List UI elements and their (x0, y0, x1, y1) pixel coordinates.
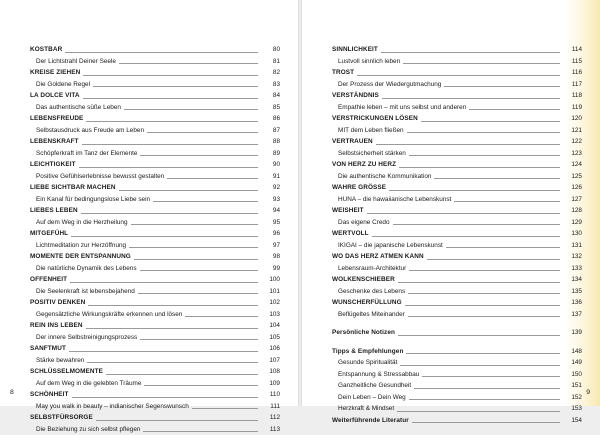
toc-entry-title: Selbstausdruck aus Freude am Leben (30, 125, 144, 137)
toc-entry-title: VERSTRICKUNGEN LÖSEN (332, 113, 418, 125)
toc-leader-line (72, 397, 258, 398)
toc-entry-page-number: 127 (566, 194, 582, 206)
toc-entry-heading (332, 415, 582, 427)
toc-leader-line (381, 52, 560, 53)
toc-leader-line (357, 75, 560, 76)
toc-spacer (332, 320, 582, 327)
toc-entry-title: Lebensraum-Architektur (332, 263, 406, 275)
toc-entry-subtitle (30, 424, 280, 435)
toc-entry-subtitle (30, 378, 280, 390)
toc-entry-page-number: 89 (264, 148, 280, 160)
toc-entry-heading (30, 389, 280, 401)
toc-leader-line (372, 236, 560, 237)
toc-entry-heading (30, 182, 280, 194)
toc-entry-subtitle (30, 332, 280, 344)
toc-entry-title: WERTVOLL (332, 228, 369, 240)
toc-entry-heading (30, 44, 280, 56)
toc-entry-subtitle (30, 171, 280, 183)
toc-entry-page-number: 100 (264, 274, 280, 286)
toc-entry-subtitle (332, 392, 582, 404)
toc-leader-line (167, 178, 258, 179)
left-page-number: 8 (10, 389, 14, 396)
toc-entry-title: Der innere Selbstreinigungsprozess (30, 332, 137, 344)
toc-entry-subtitle (332, 194, 582, 206)
toc-entry-heading (30, 90, 280, 102)
toc-leader-line (422, 376, 560, 377)
toc-entry-title: Die Seelenkraft ist lebensbejahend (30, 286, 135, 298)
toc-leader-line (393, 224, 560, 225)
toc-spacer (332, 339, 582, 346)
toc-entry-subtitle (332, 56, 582, 68)
toc-entry-heading (30, 67, 280, 79)
toc-entry-title: Herzkraft & Mindset (332, 403, 394, 415)
toc-entry-page-number: 82 (264, 67, 280, 79)
toc-entry-title: Die authentische Kommunikation (332, 171, 431, 183)
toc-entry-page-number: 150 (566, 369, 582, 381)
toc-entry-title: SINNLICHKEIT (332, 44, 378, 56)
toc-entry-page-number: 107 (264, 355, 280, 367)
toc-leader-line (70, 282, 258, 283)
toc-entry-heading (30, 320, 280, 332)
toc-entry-subtitle (30, 286, 280, 298)
toc-entry-page-number: 139 (566, 327, 582, 339)
toc-leader-line (408, 293, 560, 294)
toc-entry-heading (30, 251, 280, 263)
toc-entry-page-number: 130 (566, 228, 582, 240)
toc-entry-page-number: 136 (566, 297, 582, 309)
toc-leader-line (389, 190, 560, 191)
toc-entry-title: VON HERZ ZU HERZ (332, 159, 396, 171)
toc-entry-page-number: 108 (264, 366, 280, 378)
toc-entry-subtitle (332, 102, 582, 114)
toc-entry-page-number: 104 (264, 320, 280, 332)
toc-entry-heading (30, 159, 280, 171)
toc-entry-page-number: 81 (264, 56, 280, 68)
toc-entry-page-number: 116 (566, 67, 582, 79)
toc-entry-subtitle (332, 171, 582, 183)
toc-leader-line (140, 270, 258, 271)
toc-entry-title: Das eigene Credo (332, 217, 390, 229)
toc-entry-title: MIT dem Leben fließen (332, 125, 404, 137)
toc-entry-title: Gegensätzliche Wirkungskräfte erkennen und lösen (30, 309, 182, 321)
toc-entry-page-number: 149 (566, 357, 582, 369)
toc-entry-title: Der Lichtstrahl Deiner Seele (30, 56, 116, 68)
toc-leader-line (106, 374, 258, 375)
toc-entry-heading (30, 366, 280, 378)
toc-leader-line (434, 178, 560, 179)
toc-entry-title: Die natürliche Dynamik des Lebens (30, 263, 137, 275)
toc-entry-page-number: 126 (566, 182, 582, 194)
toc-entry-heading (30, 343, 280, 355)
toc-entry-subtitle (30, 263, 280, 275)
toc-leader-line (147, 132, 258, 133)
toc-entry-title: Weiterführende Literatur (332, 415, 409, 427)
toc-leader-line (153, 201, 258, 202)
toc-entry-subtitle (332, 148, 582, 160)
toc-entry-heading (30, 412, 280, 424)
toc-entry-title: LEICHTIGKEIT (30, 159, 76, 171)
toc-entry-heading (332, 44, 582, 56)
toc-entry-page-number: 86 (264, 113, 280, 125)
toc-entry-page-number: 123 (566, 148, 582, 160)
toc-entry-title: Lustvoll sinnlich leben (332, 56, 400, 68)
toc-leader-line (71, 236, 258, 237)
toc-entry-subtitle (332, 240, 582, 252)
toc-leader-line (367, 213, 560, 214)
toc-entry-subtitle (30, 355, 280, 367)
toc-entry-subtitle (30, 102, 280, 114)
toc-entry-title: WOLKENSCHIEBER (332, 274, 395, 286)
toc-entry-page-number: 106 (264, 343, 280, 355)
toc-entry-page-number: 152 (566, 392, 582, 404)
toc-entry-title: MITGEFÜHL (30, 228, 68, 240)
toc-entry-heading (30, 297, 280, 309)
toc-entry-heading (332, 346, 582, 358)
toc-entry-title: LIEBE SICHTBAR MACHEN (30, 182, 116, 194)
toc-entry-page-number: 99 (264, 263, 280, 275)
toc-entry-page-number: 110 (264, 389, 280, 401)
toc-entry-page-number: 87 (264, 125, 280, 137)
toc-leader-line (376, 144, 560, 145)
toc-entry-page-number: 119 (566, 102, 582, 114)
toc-entry-title: Selbstsicherheit stärken (332, 148, 406, 160)
toc-leader-line (409, 155, 560, 156)
toc-entry-subtitle (30, 79, 280, 91)
toc-leader-line (138, 293, 258, 294)
toc-entry-title: LIEBES LEBEN (30, 205, 78, 217)
toc-entry-page-number: 92 (264, 182, 280, 194)
toc-entry-heading (332, 228, 582, 240)
toc-leader-line (143, 431, 258, 432)
toc-leader-line (400, 365, 560, 366)
toc-leader-line (412, 422, 560, 423)
toc-leader-line (140, 155, 258, 156)
toc-entry-title: Ganzheitliche Gesundheit (332, 380, 411, 392)
toc-entry-title: REIN INS LEBEN (30, 320, 83, 332)
toc-entry-title: Positive Gefühlserlebnisse bewusst gestalten (30, 171, 164, 183)
toc-entry-heading (30, 205, 280, 217)
left-page (0, 0, 298, 406)
toc-entry-page-number: 122 (566, 136, 582, 148)
toc-entry-title: LEBENSFREUDE (30, 113, 83, 125)
toc-leader-line (403, 63, 560, 64)
toc-entry-title: WUNSCHERFÜLLUNG (332, 297, 402, 309)
toc-entry-subtitle (332, 286, 582, 298)
toc-entry-page-number: 85 (264, 102, 280, 114)
toc-entry-page-number: 94 (264, 205, 280, 217)
toc-entry-subtitle (30, 194, 280, 206)
toc-entry-subtitle (332, 369, 582, 381)
toc-entry-heading (30, 274, 280, 286)
toc-entry-title: Tipps & Empfehlungen (332, 346, 403, 358)
toc-entry-title: Auf dem Weg in die gelebten Träume (30, 378, 141, 390)
toc-entry-heading (332, 67, 582, 79)
toc-leader-line (124, 109, 258, 110)
toc-leader-line (427, 259, 560, 260)
toc-entry-page-number: 151 (566, 380, 582, 392)
toc-entry-page-number: 88 (264, 136, 280, 148)
toc-entry-subtitle (30, 148, 280, 160)
toc-entry-page-number: 111 (264, 401, 280, 413)
toc-entry-page-number: 133 (566, 263, 582, 275)
toc-entry-page-number: 109 (264, 378, 280, 390)
toc-entry-title: POSITIV DENKEN (30, 297, 85, 309)
toc-leader-line (421, 121, 560, 122)
toc-entry-title: Ein Kanal für bedingungslose Liebe sein (30, 194, 150, 206)
toc-entry-page-number: 118 (566, 90, 582, 102)
toc-entry-page-number: 103 (264, 309, 280, 321)
toc-entry-title: MOMENTE DER ENTSPANNUNG (30, 251, 131, 263)
toc-entry-page-number: 91 (264, 171, 280, 183)
toc-leader-line (185, 316, 258, 317)
toc-leader-line (93, 86, 258, 87)
toc-entry-title: Auf dem Weg in die Herzheilung (30, 217, 128, 229)
toc-leader-line (409, 399, 560, 400)
toc-entry-page-number: 105 (264, 332, 280, 344)
toc-entry-page-number: 115 (566, 56, 582, 68)
toc-leader-line (86, 121, 258, 122)
toc-leader-line (119, 63, 258, 64)
toc-leader-line (406, 353, 560, 354)
toc-entry-page-number: 134 (566, 274, 582, 286)
toc-leader-line (397, 411, 560, 412)
toc-entry-title: KOSTBAR (30, 44, 62, 56)
toc-leader-line (144, 385, 258, 386)
toc-entry-title: SANFTMUT (30, 343, 66, 355)
toc-entry-subtitle (332, 125, 582, 137)
toc-entry-heading (30, 136, 280, 148)
toc-entry-page-number: 90 (264, 159, 280, 171)
toc-entry-page-number: 93 (264, 194, 280, 206)
toc-leader-line (81, 213, 258, 214)
toc-leader-line (119, 190, 258, 191)
toc-entry-title: HUNA – die hawaiianische Lebenskunst (332, 194, 451, 206)
toc-entry-title: Das authentische süße Leben (30, 102, 121, 114)
toc-entry-title: Geschenke des Lebens (332, 286, 405, 298)
toc-entry-subtitle (332, 309, 582, 321)
toc-leader-line (86, 328, 258, 329)
toc-leader-line (382, 98, 560, 99)
toc-leader-line (79, 167, 258, 168)
toc-entry-title: Dein Leben – Dein Weg (332, 392, 406, 404)
toc-entry-title: Persönliche Notizen (332, 327, 395, 339)
toc-entry-title: Lichtmeditation zur Herzöffnung (30, 240, 126, 252)
toc-entry-title: TROST (332, 67, 354, 79)
toc-left (30, 44, 280, 435)
toc-entry-page-number: 117 (566, 79, 582, 91)
toc-entry-heading (332, 297, 582, 309)
toc-entry-title: VERTRAUEN (332, 136, 373, 148)
toc-entry-title: Beflügeltes Miteinander (332, 309, 405, 321)
toc-entry-page-number: 129 (566, 217, 582, 229)
toc-entry-title: Die Beziehung zu sich selbst pflegen (30, 424, 140, 435)
toc-entry-heading (30, 228, 280, 240)
toc-entry-subtitle (332, 263, 582, 275)
toc-entry-page-number: 131 (566, 240, 582, 252)
toc-leader-line (446, 247, 560, 248)
toc-entry-title: Gesunde Spiritualität (332, 357, 397, 369)
toc-leader-line (399, 167, 560, 168)
toc-entry-subtitle (30, 401, 280, 413)
toc-entry-title: Entspannung & Stressabbau (332, 369, 419, 381)
toc-entry-page-number: 98 (264, 251, 280, 263)
toc-entry-page-number: 153 (566, 403, 582, 415)
toc-entry-subtitle (332, 380, 582, 392)
toc-right (332, 44, 582, 426)
toc-entry-title: SCHÖNHEIT (30, 389, 69, 401)
toc-entry-title: KREISE ZIEHEN (30, 67, 80, 79)
right-page-number: 9 (586, 389, 590, 396)
toc-leader-line (140, 339, 258, 340)
toc-leader-line (129, 247, 258, 248)
toc-entry-title: SCHLÜSSELMOMENTE (30, 366, 103, 378)
toc-entry-page-number: 114 (566, 44, 582, 56)
toc-entry-page-number: 112 (264, 412, 280, 424)
toc-entry-page-number: 132 (566, 251, 582, 263)
toc-entry-page-number: 125 (566, 171, 582, 183)
toc-entry-subtitle (332, 79, 582, 91)
toc-leader-line (398, 335, 560, 336)
toc-entry-heading (332, 327, 582, 339)
toc-entry-subtitle (30, 309, 280, 321)
toc-entry-title: SELBSTFÜRSORGE (30, 412, 93, 424)
toc-entry-page-number: 120 (566, 113, 582, 125)
toc-entry-page-number: 101 (264, 286, 280, 298)
toc-leader-line (192, 408, 258, 409)
toc-leader-line (454, 201, 560, 202)
toc-entry-title: LEBENSKRAFT (30, 136, 79, 148)
toc-leader-line (409, 270, 560, 271)
toc-entry-heading (332, 136, 582, 148)
toc-entry-title: WEISHEIT (332, 205, 364, 217)
toc-entry-heading (332, 159, 582, 171)
toc-entry-subtitle (30, 240, 280, 252)
toc-entry-heading (332, 205, 582, 217)
toc-entry-title: Stärke bewahren (30, 355, 84, 367)
toc-leader-line (407, 132, 560, 133)
toc-entry-subtitle (30, 56, 280, 68)
toc-entry-title: WO DAS HERZ ATMEN KANN (332, 251, 424, 263)
toc-entry-title: OFFENHEIT (30, 274, 67, 286)
toc-leader-line (88, 305, 258, 306)
right-page (302, 0, 600, 406)
toc-leader-line (444, 86, 560, 87)
toc-entry-page-number: 96 (264, 228, 280, 240)
toc-entry-title: WAHRE GRÖSSE (332, 182, 386, 194)
toc-entry-subtitle (332, 403, 582, 415)
toc-entry-heading (332, 90, 582, 102)
toc-entry-page-number: 148 (566, 346, 582, 358)
toc-entry-subtitle (332, 217, 582, 229)
toc-leader-line (96, 420, 258, 421)
toc-leader-line (82, 144, 258, 145)
toc-entry-heading (332, 113, 582, 125)
toc-entry-title: Der Prozess der Wiedergutmachung (332, 79, 441, 91)
toc-leader-line (69, 351, 258, 352)
toc-entry-subtitle (30, 217, 280, 229)
toc-entry-title: Empathie leben – mit uns selbst und anderen (332, 102, 466, 114)
toc-entry-page-number: 84 (264, 90, 280, 102)
toc-entry-subtitle (332, 357, 582, 369)
toc-entry-heading (332, 251, 582, 263)
toc-entry-heading (332, 274, 582, 286)
toc-entry-page-number: 154 (566, 415, 582, 427)
toc-entry-page-number: 124 (566, 159, 582, 171)
toc-entry-title: Schöpferkraft im Tanz der Elemente (30, 148, 137, 160)
toc-entry-page-number: 128 (566, 205, 582, 217)
toc-entry-page-number: 97 (264, 240, 280, 252)
toc-entry-page-number: 113 (264, 424, 280, 435)
toc-entry-page-number: 121 (566, 125, 582, 137)
toc-leader-line (134, 259, 258, 260)
toc-entry-page-number: 83 (264, 79, 280, 91)
toc-entry-page-number: 95 (264, 217, 280, 229)
toc-leader-line (83, 98, 258, 99)
toc-entry-title: Die Goldene Regel (30, 79, 90, 91)
toc-entry-title: May you walk in beauty – indianischer Segenswunsch (30, 401, 189, 413)
toc-entry-title: VERSTÄNDNIS (332, 90, 379, 102)
toc-entry-page-number: 135 (566, 286, 582, 298)
toc-leader-line (65, 52, 258, 53)
toc-entry-title: LA DOLCE VITA (30, 90, 80, 102)
toc-leader-line (408, 316, 560, 317)
toc-entry-subtitle (30, 125, 280, 137)
toc-leader-line (83, 75, 258, 76)
toc-entry-page-number: 80 (264, 44, 280, 56)
toc-entry-page-number: 137 (566, 309, 582, 321)
toc-leader-line (414, 388, 560, 389)
toc-entry-heading (332, 182, 582, 194)
toc-leader-line (87, 362, 258, 363)
toc-leader-line (398, 282, 560, 283)
toc-leader-line (131, 224, 258, 225)
toc-leader-line (405, 305, 560, 306)
toc-entry-page-number: 102 (264, 297, 280, 309)
toc-entry-title: IKIGAI – die japanische Lebenskunst (332, 240, 443, 252)
toc-entry-heading (30, 113, 280, 125)
toc-leader-line (469, 109, 560, 110)
